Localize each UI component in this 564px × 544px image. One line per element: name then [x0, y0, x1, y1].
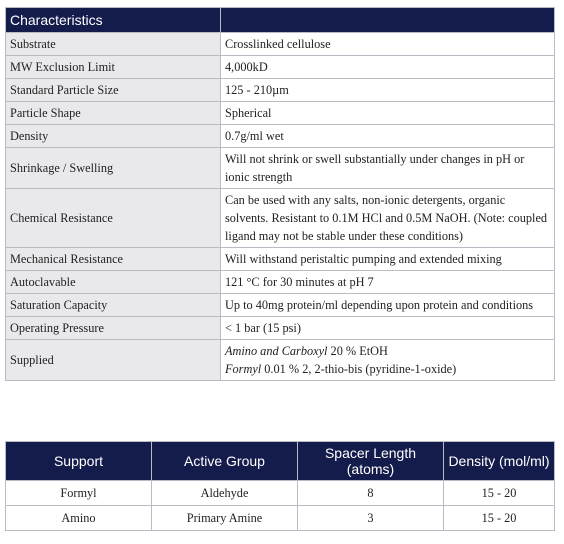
table-row [6, 506, 555, 531]
table-cell: Primary Amine [152, 506, 298, 531]
shrinkage-value: Will not shrink or swell substantially under changes in pH or ionic strength [221, 148, 555, 189]
table-row [6, 33, 555, 56]
substrate-label: Substrate [6, 33, 221, 56]
support-header: Support [6, 442, 152, 481]
table-cell: Amino [6, 506, 152, 531]
particle-size-value: 125 - 210µm [221, 79, 555, 102]
support-header-row [6, 442, 555, 481]
mechanical-resistance-value: Will withstand peristaltic pumping and extended mixing [221, 248, 555, 271]
table-row [6, 340, 555, 381]
substrate-value: Crosslinked cellulose [221, 33, 555, 56]
autoclavable-value: 121 °C for 30 minutes at pH 7 [221, 271, 555, 294]
mw-exclusion-label: MW Exclusion Limit [6, 56, 221, 79]
operating-pressure-label: Operating Pressure [6, 317, 221, 340]
table-row [6, 481, 555, 506]
table-row [6, 56, 555, 79]
operating-pressure-value: < 1 bar (15 psi) [221, 317, 555, 340]
density-value: 0.7g/ml wet [221, 125, 555, 148]
table-row [6, 294, 555, 317]
table-row [6, 189, 555, 248]
saturation-capacity-label: Saturation Capacity [6, 294, 221, 317]
density-label: Density [6, 125, 221, 148]
chemical-resistance-value: Can be used with any salts, non-ionic detergents, organic solvents. Resistant to 0.1M HCl and 0.5M NaOH. (Note: coupled ligand may not be stable under these conditions) [221, 189, 555, 248]
spacer-length-header: Spacer Length (atoms) [298, 442, 444, 481]
table-row [6, 317, 555, 340]
particle-shape-label: Particle Shape [6, 102, 221, 125]
mw-exclusion-value: 4,000kD [221, 56, 555, 79]
supplied-value [221, 340, 555, 381]
table-cell: 15 - 20 [444, 506, 555, 531]
table-row [6, 102, 555, 125]
table-cell: 8 [298, 481, 444, 506]
table-cell: Formyl [6, 481, 152, 506]
supplied-line2-italic: Formyl [225, 362, 262, 376]
particle-size-label: Standard Particle Size [6, 79, 221, 102]
autoclavable-label: Autoclavable [6, 271, 221, 294]
active-group-header: Active Group [152, 442, 298, 481]
table-row [6, 248, 555, 271]
table-row [6, 148, 555, 189]
particle-shape-value: Spherical [221, 102, 555, 125]
table-cell: Aldehyde [152, 481, 298, 506]
table-row [6, 271, 555, 294]
supplied-line1-rest: 20 % EtOH [327, 344, 388, 358]
characteristics-header-blank [221, 8, 555, 33]
table-row [6, 125, 555, 148]
table-cell: 3 [298, 506, 444, 531]
supplied-line2-rest: 0.01 % 2, 2-thio-bis (pyridine-1-oxide) [261, 362, 457, 376]
support-table [5, 441, 555, 531]
density-header: Density (mol/ml) [444, 442, 555, 481]
table-row [6, 79, 555, 102]
shrinkage-label: Shrinkage / Swelling [6, 148, 221, 189]
supplied-label: Supplied [6, 340, 221, 381]
mechanical-resistance-label: Mechanical Resistance [6, 248, 221, 271]
characteristics-table [5, 7, 555, 381]
characteristics-header: Characteristics [6, 8, 221, 33]
saturation-capacity-value: Up to 40mg protein/ml depending upon protein and conditions [221, 294, 555, 317]
supplied-line1-italic: Amino and Carboxyl [225, 344, 328, 358]
table-cell: 15 - 20 [444, 481, 555, 506]
chemical-resistance-label: Chemical Resistance [6, 189, 221, 248]
characteristics-header-row [6, 8, 555, 33]
